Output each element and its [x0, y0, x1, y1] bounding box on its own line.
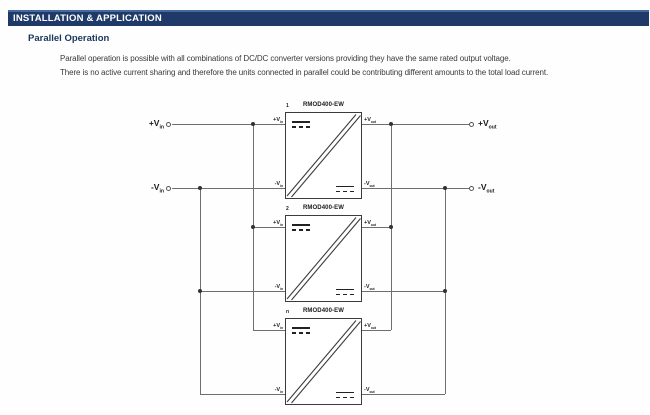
section-header-title: INSTALLATION & APPLICATION [13, 13, 162, 24]
pin-label-minus-vout: $-V_{out}$ [364, 181, 375, 189]
minus-vout-terminal-circle [469, 186, 474, 191]
paragraph-line-1: Parallel operation is possible with all combinations of DC/DC converter versions providing they have the same rated output voltage. [60, 54, 511, 63]
dc-symbol-icon [336, 289, 354, 296]
junction-dot [198, 186, 202, 190]
module-index: n [286, 309, 290, 315]
pin-label-minus-vin: $-V_{in}$ [274, 284, 283, 292]
pin-label-plus-vin: $+V_{in}$ [273, 117, 283, 125]
converter-module-n [258, 308, 392, 406]
pin-label-minus-vin: $-V_{in}$ [274, 181, 283, 189]
junction-dot [198, 289, 202, 293]
section-header-bar [8, 10, 649, 26]
dc-symbol-icon [292, 224, 310, 231]
dc-symbol-icon [336, 186, 354, 193]
module-title: RMOD400-EW [302, 205, 344, 211]
module-index: 1 [286, 103, 289, 109]
module-title: RMOD400-EW [302, 102, 344, 108]
subsection-title: Parallel Operation [28, 33, 110, 44]
paragraph-line-2: There is no active current sharing and therefore the units connected in parallel could be contributing different amounts to the total load current. [60, 68, 549, 77]
pin-label-minus-vout: $-V_{out}$ [364, 387, 375, 395]
plus-vin-label: $+V_{in}$ [148, 118, 164, 131]
dc-symbol-icon [336, 392, 354, 399]
pin-label-plus-vin: $+V_{in}$ [273, 220, 283, 228]
dc-symbol-icon [292, 121, 310, 128]
minus-vin-label: $-V_{in}$ [150, 182, 164, 195]
junction-dot [443, 289, 447, 293]
plus-vout-terminal-circle [469, 122, 474, 127]
pin-label-plus-vin: $+V_{in}$ [273, 323, 283, 331]
dc-symbol-icon [292, 327, 310, 334]
pin-label-plus-vout: $+V_{out}$ [364, 323, 377, 331]
pin-label-minus-vin: $-V_{in}$ [274, 387, 283, 395]
junction-dot [443, 186, 447, 190]
minus-vout-label: $-V_{out}$ [478, 182, 495, 195]
plus-vout-label: $+V_{out}$ [478, 118, 497, 131]
pin-label-minus-vout: $-V_{out}$ [364, 284, 375, 292]
module-title: RMOD400-EW [302, 308, 344, 314]
module-index: 2 [286, 206, 289, 212]
converter-module-1 [258, 102, 392, 200]
junction-dot [251, 225, 255, 229]
minus-vin-terminal-circle [166, 186, 171, 191]
plus-vin-terminal-circle [166, 122, 171, 127]
converter-module-2 [258, 205, 392, 303]
module-box [285, 215, 362, 302]
module-box [285, 318, 362, 405]
pin-label-plus-vout: $+V_{out}$ [364, 220, 377, 228]
junction-dot [251, 122, 255, 126]
pin-label-plus-vout: $+V_{out}$ [364, 117, 377, 125]
module-box [285, 112, 362, 199]
